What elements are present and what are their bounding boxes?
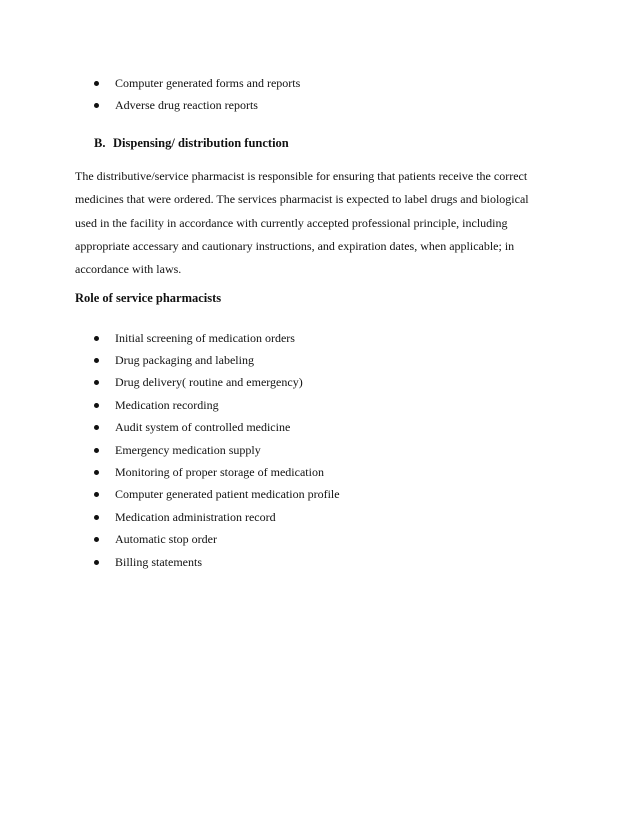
bullet-icon [94,403,99,408]
bullet-icon [94,380,99,385]
role-bullet-list [92,327,340,573]
list-item-text: Automatic stop order [115,532,217,547]
list-item-text: Computer generated patient medication profile [115,487,340,502]
list-item-text: Drug delivery( routine and emergency) [115,375,303,390]
bullet-icon [94,425,99,430]
role-heading: Role of service pharmacists [75,291,222,305]
list-item [92,349,340,371]
bullet-icon [94,515,99,520]
list-item-text: Emergency medication supply [115,442,261,457]
list-item [92,372,340,394]
list-item-text: Audit system of controlled medicine [115,420,291,435]
top-bullet-list [92,72,300,117]
bullet-icon [94,537,99,542]
section-title: Dispensing/ distribution function [113,136,289,150]
list-item [92,327,340,349]
list-item-text: Medication administration record [115,509,276,524]
list-item [92,461,340,483]
bullet-icon [94,103,99,108]
list-item [92,529,340,551]
list-item [92,394,340,416]
bullet-icon [94,448,99,453]
body-paragraph [75,168,555,284]
list-item-text: Billing statements [115,554,202,569]
list-item-text: Computer generated forms and reports [115,75,301,90]
list-item-text: Medication recording [115,397,219,412]
paragraph-line: The distributive/service pharmacist is responsible for ensuring that patients receive the correct [75,169,528,183]
bullet-icon [94,81,99,86]
list-item [92,484,340,506]
list-item [92,551,340,573]
section-letter: B. [94,136,106,150]
list-item-text: Adverse drug reaction reports [115,98,258,113]
list-item-text: Drug packaging and labeling [115,353,254,368]
list-item-text: Initial screening of medication orders [115,330,295,345]
paragraph-line: used in the facility in accordance with currently accepted professional principle, including [75,215,508,230]
bullet-icon [94,336,99,341]
list-item [92,439,340,461]
list-item [92,72,300,94]
list-item [92,506,340,528]
bullet-icon [94,470,99,475]
list-item [92,417,340,439]
list-item [92,94,300,116]
bullet-icon [94,358,99,363]
list-item-text: Monitoring of proper storage of medication [115,465,324,480]
section-heading-b [94,136,289,151]
paragraph-line: accordance with laws. [75,262,182,277]
paragraph-line: medicines that were ordered. The services pharmacist is expected to label drugs and biological [75,192,529,207]
paragraph-line: appropriate accessary and cautionary instructions, and expiration dates, when applicable; in [75,238,515,253]
bullet-icon [94,492,99,497]
bullet-icon [94,560,99,565]
